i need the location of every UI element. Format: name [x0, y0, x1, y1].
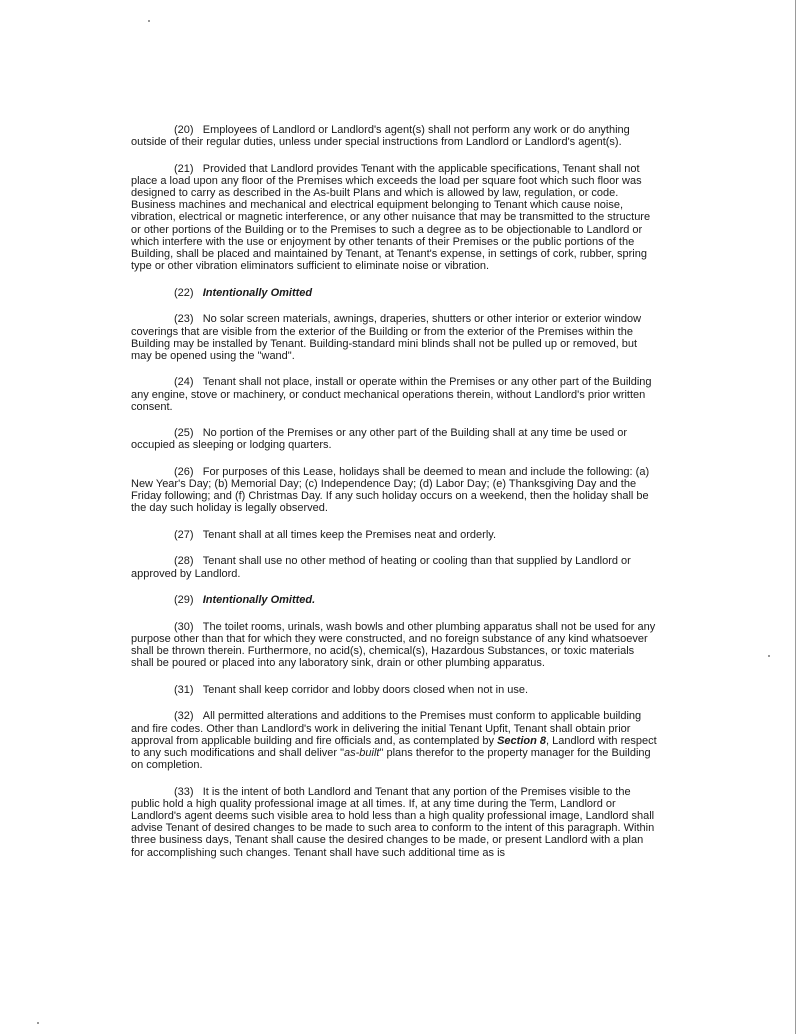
paragraph-text: Tenant shall not place, install or operate within the Premises or any other part of the Building any engine, stove or machinery, or conduct mechanical operations therein, without Landlord's prior written consent. — [131, 376, 652, 413]
paragraph-31 — [131, 684, 659, 696]
paragraph-33 — [131, 786, 659, 859]
scan-speck — [768, 655, 770, 657]
paragraph-32 — [131, 710, 659, 771]
paragraph-number: (33) — [174, 785, 194, 798]
paragraph-number: (27) — [174, 528, 194, 541]
paragraph-21 — [131, 163, 659, 273]
paragraph-28 — [131, 555, 659, 579]
paragraph-text: The toilet rooms, urinals, wash bowls and other plumbing apparatus shall not be used for any purpose other than that for which they were constructed, and no foreign substance of any kind whatsoever shall be thrown therein. Furthermore, no acid(s), chemical(s), Hazardous Substances, or toxic materials shall be poured or placed into any laboratory sink, drain or other plumbing apparatus. — [131, 620, 656, 670]
paragraph-text: Tenant shall use no other method of heating or cooling than that supplied by Landlord or approved by Landlord. — [131, 555, 631, 580]
section-reference: Section 8 — [497, 734, 546, 747]
scan-speck — [37, 1022, 39, 1024]
paragraph-text: Tenant shall keep corridor and lobby doors closed when not in use. — [202, 683, 529, 696]
paragraph-text: For purposes of this Lease, holidays shall be deemed to mean and include the following: (a) New Year's Day; (b) Memorial Day; (c) Independence Day; (d) Labor Day; (e) Thanksgiving Day and the Friday following; and (f) Christmas Day. If any such holiday occurs on a weekend, then the holiday shall be the day such holiday is legally observed. — [131, 465, 650, 515]
paragraph-omitted-label: Intentionally Omitted — [202, 286, 313, 299]
scan-speck — [148, 20, 150, 22]
paragraph-text: Employees of Landlord or Landlord's agent(s) shall not perform any work or do anything outside of their regular duties, unless under special instructions from Landlord or Landlord's agent(s). — [131, 124, 630, 149]
scan-edge-line — [795, 0, 799, 1034]
paragraph-text: Tenant shall at all times keep the Premises neat and orderly. — [202, 528, 497, 541]
paragraph-text: Provided that Landlord provides Tenant with the applicable specifications, Tenant shall not place a load upon any floor of the Premises which exceeds the load per square foot which such floor was designed to carry as described in the As-built Plans and which is allowed by law, regulation, or code. Business machines and mechanical and electrical equipment belonging to Tenant which cause noise, vibration, electrical or magnetic interference, or any other nuisance that may be transmitted to the structure or other portions of the Building or to the Premises to such a degree as to be objectionable to Landlord or which interfere with the use or enjoyment by other tenants of their Premises or the public portions of the Building, shall be placed and maintained by Tenant, at Tenant's expense, in settings of cork, rubber, spring type or other vibration eliminators sufficient to eliminate noise or vibration. — [131, 162, 651, 273]
paragraph-22 — [131, 287, 659, 299]
paragraph-26 — [131, 466, 659, 515]
paragraph-29 — [131, 594, 659, 606]
paragraph-number: (29) — [174, 594, 194, 606]
paragraph-text: , Landlord with respect to any such modifications and shall deliver " — [131, 734, 657, 760]
paragraph-number: (20) — [174, 124, 194, 136]
paragraph-text: No portion of the Premises or any other part of the Building shall at any time be used or occupied as sleeping or lodging quarters. — [131, 427, 628, 452]
paragraph-24 — [131, 376, 659, 413]
paragraph-number: (30) — [174, 620, 194, 633]
paragraph-number: (24) — [174, 376, 194, 389]
paragraph-number: (25) — [174, 427, 194, 440]
paragraph-number: (23) — [174, 313, 194, 326]
paragraph-text: No solar screen materials, awnings, draperies, shutters or other interior or exterior window coverings that are visible from the exterior of the Building or from the exterior of the Premises within the Building may be installed by Tenant. Building-standard mini blinds shall not be pulled up or removed, but may be opened using the "wand". — [131, 313, 642, 362]
paragraph-number: (26) — [174, 465, 194, 478]
paragraph-omitted-label: Intentionally Omitted. — [202, 594, 316, 606]
paragraph-text: " plans therefor to the property manager for the Building on completion. — [131, 747, 651, 772]
paragraph-number: (28) — [174, 555, 194, 568]
paragraph-number: (21) — [174, 162, 194, 175]
paragraph-27 — [131, 529, 659, 541]
as-built-term: as-built — [344, 747, 380, 760]
paragraph-30 — [131, 621, 659, 670]
paragraph-25 — [131, 427, 659, 451]
paragraph-23 — [131, 313, 659, 362]
paragraph-number: (22) — [174, 286, 194, 299]
lease-rules-text — [131, 124, 659, 873]
paragraph-text: All permitted alterations and additions to the Premises must conform to applicable building and fire codes. Other than Landlord's work in delivering the initial Tenant Upfit, Tenant shall obtain prior approval from applicable building and fire officials and, as contemplated by — [131, 710, 642, 747]
paragraph-number: (32) — [174, 710, 194, 723]
paragraph-20 — [131, 124, 659, 148]
paragraph-number: (31) — [174, 683, 194, 696]
paragraph-text: It is the intent of both Landlord and Tenant that any portion of the Premises visible to the public hold a high quality professional image at all times. If, at any time during the Term, Landlord or Landlord's agent deems such visible area to hold less than a high quality professional image, Landlord shall advise Tenant of desired changes to be made to such area to conform to the intent of this paragraph. Within three business days, Tenant shall cause the desired changes to be made, or present Landlord with a plan for accomplishing such changes. Tenant shall have such additional time as is — [131, 785, 655, 859]
